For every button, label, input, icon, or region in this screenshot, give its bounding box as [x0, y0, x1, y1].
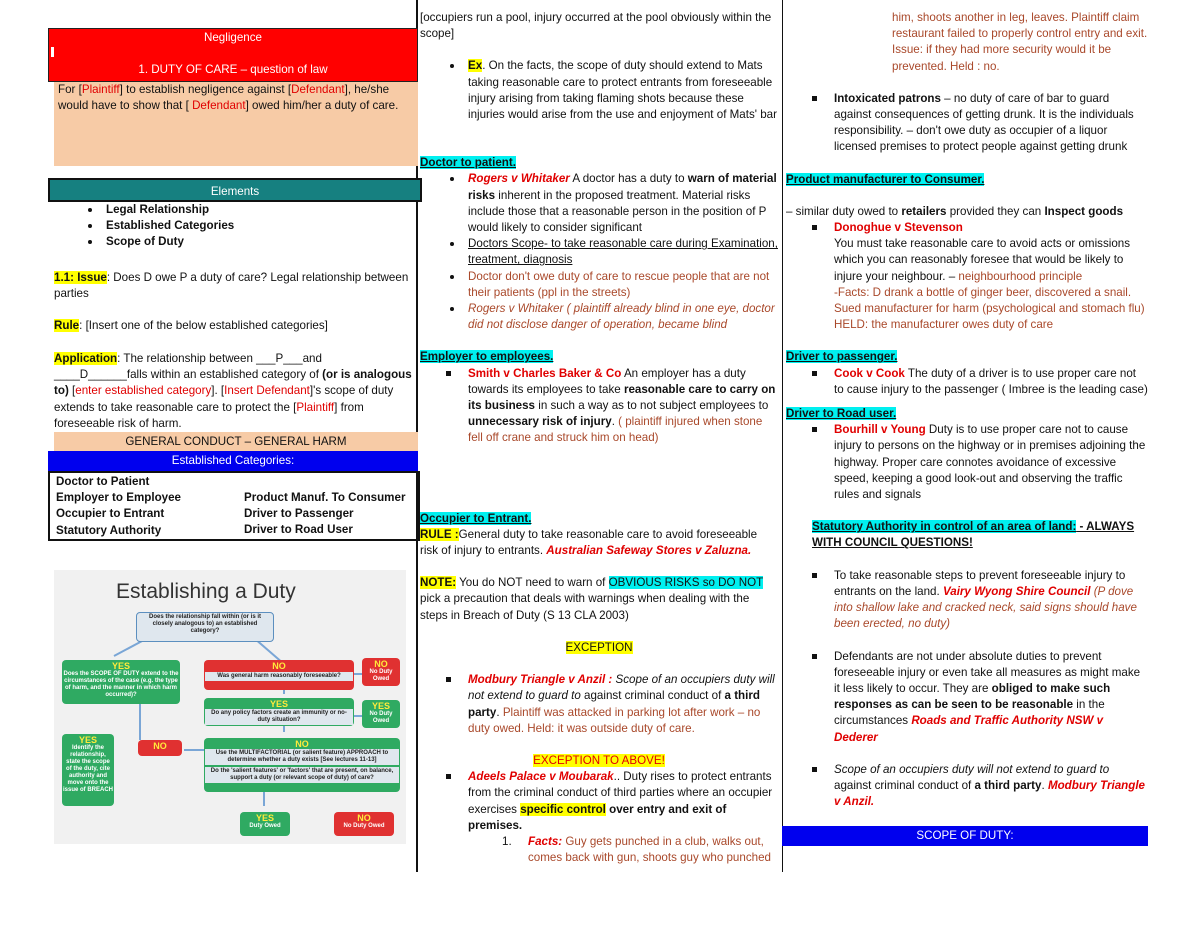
exception-label: EXCEPTION — [565, 640, 633, 654]
flow-duty-owed: YES Duty Owed — [240, 812, 290, 836]
list-item: Scope of Duty — [84, 234, 404, 250]
column-divider-right — [782, 0, 783, 872]
negligence-header — [48, 28, 418, 82]
scope-continuation: [occupiers run a pool, injury occurred at the pool obviously within the scope] — [420, 11, 772, 41]
duty-of-care-heading: 1. DUTY OF CARE – question of law — [138, 63, 328, 76]
flowchart-title: Establishing a Duty — [116, 580, 296, 603]
smith-paragraph: Smith v Charles Baker & Co An employer has a duty towards its employees to take reasonable care to carry on its business in such a way as to not subject employees to unnecessary risk of injury. ( plaintiff injured when stone fell off crane and struck him on head) — [446, 366, 778, 447]
established-categories-header: Established Categories: — [48, 451, 418, 471]
driver-road-heading: Driver to Road user. — [786, 407, 897, 421]
list-item: Established Categories — [84, 218, 404, 234]
driver-passenger-heading: Driver to passenger. — [786, 350, 898, 364]
modbury-paragraph: Modbury Triangle v Anzil : Scope of an occupiers duty will not extend to guard to against criminal conduct of a third party. Plaintiff was attacked in parking lot after work – no duty owed. Held: it was outside duty of care. — [446, 672, 778, 737]
scope-of-duty-header: SCOPE OF DUTY: — [782, 826, 1148, 846]
bourhill-paragraph: Bourhill v Young Duty is to use proper care not to cause injury to persons on the highway or in premises adjoining the highway. Proper care connotes avoidance of excessive speed, keeping a good look-out and observing the traffic rules and signals — [812, 422, 1148, 503]
adeels-facts-continuation: him, shoots another in leg, leaves. Plaintiff claim restaurant failed to properly control entry and exit. Issue: if they had more security would it be prevented. Held : no. — [892, 11, 1148, 73]
elements-list — [84, 202, 404, 251]
intro-box: For [Plaintiff] to establish negligence against [Defendant], he/she would have to show that [ Defendant] owed him/her a duty of care. — [54, 82, 418, 166]
doctor-rescue-item: Doctor don't owe duty of care to rescue people that are not their patients (ppl in the streets) — [446, 269, 778, 301]
rogers-paragraph: Rogers v Whitaker A doctor has a duty to warn of material risks inherent in the proposed treatment. Material risks include those that a reasonable person in the position of P would likely to consider significant — [446, 171, 778, 236]
flow-no-duty-owed: NO No Duty Owed — [334, 812, 394, 836]
flow-no-duty-1: NO No Duty Owed — [362, 658, 400, 686]
category-item: Doctor to Patient — [56, 475, 150, 488]
rule-paragraph: Rule: [Insert one of the below established categories] — [54, 319, 328, 332]
categories-box — [48, 471, 420, 541]
category-item: Occupier to Entrant — [56, 507, 165, 521]
flow-no-foreseeable: NO Was general harm reasonably foreseeable? — [204, 660, 354, 690]
flow-question-category: Does the relationship fall within (or is it closely analogous to) an established category? — [136, 612, 274, 642]
flow-no-multifactorial: NO Use the MULTIFACTORIAL (or salient feature) APPROACH to determine whether a duty exists [See lectures 11-13] Do the 'salient features' or 'factors' that are present, on balance, support a duty (or relevant scope of duty) of care? — [204, 738, 400, 792]
category-item: Driver to Road User — [244, 523, 353, 537]
facts-item: 1. Facts: Guy gets punched in a club, walks out, comes back with gun, shoots guy who punched — [502, 834, 771, 865]
middle-column — [420, 10, 778, 866]
establishing-duty-flowchart — [54, 570, 406, 844]
category-item: Employer to Employee — [56, 491, 181, 505]
elements-header: Elements — [48, 178, 422, 202]
rogers-facts-item: Rogers v Whitaker ( plaintiff already blind in one eye, doctor did not disclose danger of operation, became blind — [446, 301, 778, 333]
statutory-heading: Statutory Authority in control of an area of land: - ALWAYS WITH COUNCIL QUESTIONS! — [812, 520, 1135, 550]
product-heading: Product manufacturer to Consumer. — [786, 172, 985, 186]
similar-duty-line: – similar duty owed to retailers provided they can Inspect goods — [786, 204, 1124, 218]
category-item: Statutory Authority — [56, 523, 162, 537]
exception-above-label: EXCEPTION TO ABOVE! — [533, 753, 665, 767]
note-paragraph: NOTE: You do NOT need to warn of OBVIOUS RISKS so DO NOT pick a precaution that deals with warnings when dealing with the steps in Breach of Duty (S 13 CLA 2003) — [420, 576, 764, 622]
cook-paragraph: Cook v Cook The duty of a driver is to use proper care not to cause injury to the passenger ( Imbree is the leading case) — [812, 366, 1148, 398]
defendants-paragraph: Defendants are not under absolute duties to prevent foreseeable injury or even take all measures as might make it less likely to occur. They are obliged to make such responses as can be seen to be reasonable in the circumstances Roads and Traffic Authority NSW v Dederer — [812, 649, 1148, 746]
adeels-paragraph: Adeels Palace v Moubarak.. Duty rises to protect entrants from the criminal conduct of third parties where an occupier exercises specific control over entry and exit of premises. — [446, 769, 778, 834]
donoghue-paragraph: Donoghue v Stevenson You must take reasonable care to avoid acts or omissions which you can reasonably foresee that would be likely to injure your neighbour. – neighbourhood principle -Facts: D drank a bottle of ginger beer, discovered a snail. Sued manufacturer for harm (psychological and stomach flu) HELD: the manufacturer owes duty of care — [812, 220, 1148, 333]
cursor-mark — [51, 47, 54, 57]
vairy-paragraph: To take reasonable steps to prevent foreseeable injury to entrants on the land. Vairy Wyong Shire Council (P dove into shallow lake and cracked neck, said signs should have been erected, no duty) — [812, 568, 1148, 633]
intoxicated-paragraph: Intoxicated patrons – no duty of care of bar to guard against consequences of getting drunk. It is the individuals responsibility. – don't owe duty as occupier of a liquor licensed premises to protect people against getting drunk — [812, 91, 1148, 156]
flow-no-scope: NO — [138, 740, 182, 756]
category-item: Product Manuf. To Consumer — [244, 491, 406, 504]
scope-occupier-paragraph: Scope of an occupiers duty will not extend to guard to against criminal conduct of a third party. Modbury Triangle v Anzil. — [812, 762, 1148, 811]
flow-yes-no-duty: YES No Duty Owed — [362, 700, 400, 728]
doctors-scope-item: Doctors Scope- to take reasonable care during Examination, treatment, diagnosis — [446, 236, 778, 268]
flow-yes-identify: YES Identify the relationship, state the scope of the duty, cite authority and move onto the issue of BREACH — [62, 734, 114, 806]
occupier-heading: Occupier to Entrant. — [420, 511, 532, 525]
doctor-heading: Doctor to patient. — [420, 156, 516, 170]
occupier-rule: RULE :General duty to take reasonable care to avoid foreseeable risk of injury to entrants. Australian Safeway Stores v Zaluzna. — [420, 527, 758, 558]
list-item: Legal Relationship — [84, 202, 404, 218]
example-paragraph: Ex. On the facts, the scope of duty should extend to Mats taking reasonable care to protect entrants from foreseeable injury arising from taking flaming shots because these injuries would arise from the use and enjoyment of Mats' bar — [446, 58, 778, 123]
issue-paragraph: 1.1: Issue: Does D owe P a duty of care? Legal relationship between parties — [54, 271, 409, 301]
flow-yes-scope: YES Does the SCOPE OF DUTY extend to the circumstances of the case (e.g. the type of harm, and the manner in which harm occurred)? — [62, 660, 180, 704]
employer-heading: Employer to employees. — [420, 350, 554, 364]
application-paragraph: Application: The relationship between ___P___and ____D______falls within an established category of (or is analogous to) [enter established category]. [Insert Defendant]'s scope of duty extends to take reasonable care to protect the [Plaintiff] from foreseeable risk of harm. — [54, 352, 412, 430]
right-column — [786, 10, 1148, 810]
flow-yes-policy: YES Do any policy factors create an immunity or no-duty situation? — [204, 698, 354, 726]
negligence-title: Negligence — [203, 31, 262, 44]
category-item: Driver to Passenger — [244, 507, 354, 521]
general-conduct-banner: GENERAL CONDUCT – GENERAL HARM — [54, 432, 418, 451]
